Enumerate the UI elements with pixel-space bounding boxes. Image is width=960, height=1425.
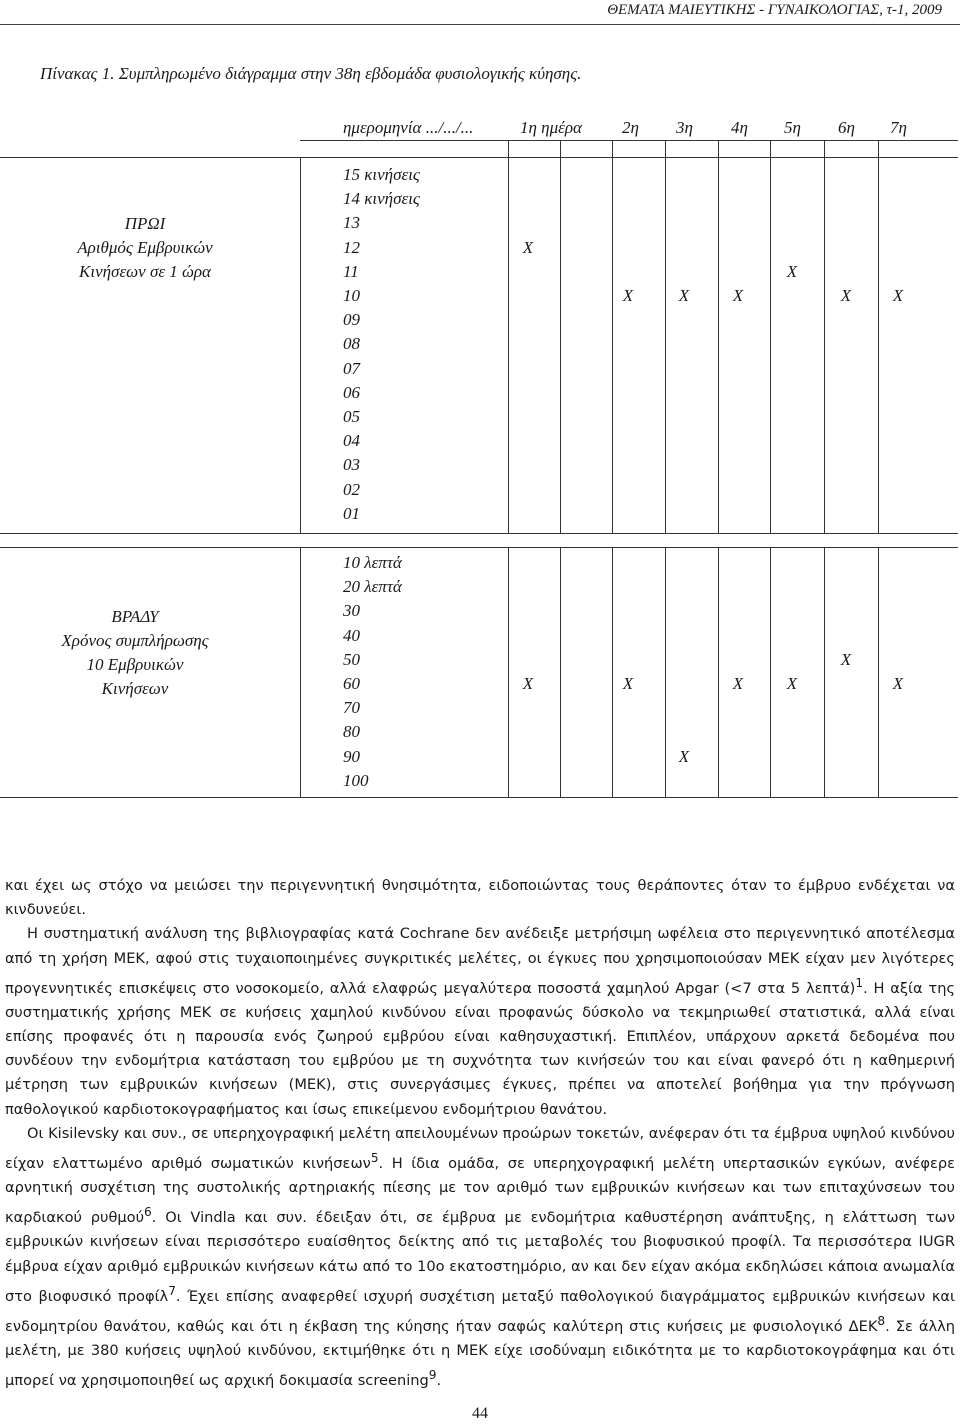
day-column-divider [560, 547, 561, 797]
evening-movement-mark: X [678, 746, 690, 766]
morning-movement-mark: X [678, 286, 690, 305]
p3-text-d: . Έχει επίσης αναφερθεί ισχυρή συσχέτιση μεταξύ παθολογικού διαγράμματος εμβρυικών κινήσεων και ενδομητρίου θανάτου, καθώς και ότι η έκβαση της κύησης ήταν σαφώς καλύτερη στις κυήσεις με φυσιολογικό ΔΕΚ [5, 1287, 955, 1335]
morning-row-label: 07 [343, 358, 360, 378]
evening-section-label [10, 605, 260, 701]
evening-row-label: 70 [343, 698, 360, 718]
morning-section-bottom-border [0, 533, 958, 534]
evening-row-label: 60 [343, 674, 360, 693]
morning-label-line: Κινήσεων σε 1 ώρα [79, 262, 211, 281]
p2-text-b: . Η αξία της συστηματικής χρήσης ΜΕΚ σε κυήσεις χαμηλού κινδύνου είναι προφανώς δύσκολο να τεκμηριωθεί στατιστικά, αλλά είναι επίσης προφανές ότι η παρουσία ενός ζωηρού εμβρύου είναι καθησυχαστική. Επιπλέον, υπάρχουν αρκετά δεδομένα που συνδέουν την ενδομήτρια κατάσταση του εμβρύου με τη συχνότητα των κινήσεών του και είναι φανερό ότι η καθημερινή μέτρηση των εμβρυικών κινήσεων (ΜΕΚ), στις συνεργάσιμες έγκυες, πρέπει να αποτελεί βοήθημα για την πρόγνωση παθολογικού καρδιοτοκογραφήματος και ίσως επικείμενου ενδομήτριου θανάτου. [5, 979, 956, 1118]
day-column-divider [770, 140, 771, 533]
morning-row-label: 08 [343, 334, 360, 354]
morning-movement-mark: X [522, 237, 534, 257]
day-header-5: 5η [784, 118, 801, 137]
p3-text-e: . Σε άλλη μελέτη, με 380 κυήσεις υψηλού κινδύνου, εκτιμήθηκε ότι η ΜΕΚ είχε ισοδύναμη ειδικότητα με το καρδιοτοκογράφημα και ότι μπορεί να χρησιμοποιηθεί ως αρχική δοκιμασία screening [5, 1317, 956, 1390]
citation-1: 1 [855, 975, 864, 990]
evening-row-label: 80 [343, 722, 360, 742]
morning-row-label: 15 κινήσεις [343, 165, 420, 184]
morning-section-label [10, 212, 280, 284]
day-header-2: 2η [622, 118, 639, 137]
day-column-divider [878, 547, 879, 797]
label-column-divider [300, 157, 301, 533]
evening-row-label: 50 [343, 649, 360, 669]
day-column-divider [508, 547, 509, 797]
citation-8: 8 [877, 1313, 886, 1328]
evening-movement-mark: X [786, 674, 798, 693]
morning-section-top-border [0, 157, 958, 158]
day-column-divider [718, 547, 719, 797]
evening-row-label: 10 λεπτά [343, 553, 402, 572]
evening-section-top-border [0, 547, 958, 548]
paragraph-3 [5, 1122, 955, 1393]
morning-row-label: 12 [343, 237, 360, 257]
morning-movement-mark: X [840, 286, 852, 305]
evening-row-label: 30 [343, 601, 360, 621]
table-bottom-border [0, 797, 958, 798]
p3-text-f: . [436, 1372, 442, 1390]
morning-movement-mark: X [892, 286, 904, 305]
morning-movement-mark: X [786, 261, 798, 281]
day-header-4: 4η [731, 118, 748, 137]
morning-label-line: ΠΡΩΙ [124, 214, 166, 233]
journal-header: ΘΕΜΑΤΑ ΜΑΙΕΥΤΙΚΗΣ - ΓΥΝΑΙΚΟΛΟΓΙΑΣ, τ-1, 2009 [607, 2, 942, 18]
morning-row-label: 11 [343, 261, 359, 281]
day-header-1: 1η ημέρα [520, 118, 582, 137]
p3-text-a: Οι Kisilevsky και συν., σε υπερηχογραφική μελέτη απειλουμένων προώρων τοκετών, ανέφεραν ότι τα έμβρυα υψηλού κινδύνου είχαν ελαττωμένο αριθμό σωματικών κινήσεων [5, 1124, 955, 1172]
day-column-divider [770, 547, 771, 797]
day-column-divider [508, 140, 509, 533]
morning-row-label: 10 [343, 286, 360, 305]
citation-6: 6 [144, 1205, 152, 1220]
morning-movement-mark: X [622, 286, 634, 305]
day-column-divider [612, 140, 613, 533]
morning-row-label: 14 κινήσεις [343, 189, 420, 209]
morning-row-label: 01 [343, 503, 360, 523]
table-caption: Πίνακας 1. Συμπληρωμένο διάγραμμα στην 38η εβδομάδα φυσιολογικής κύησης. [40, 64, 582, 83]
p3-text-b: . Η ίδια ομάδα, σε υπερηχογραφική μελέτη υπερτασικών εγκύων, ανέφερε αρνητική συσχέτιση της συστολικής αρτηριακής πίεσης με τον αριθμό των εμβρυικών κινήσεων και των επιταχύνσεων του καρδιακού ρυθμού [5, 1154, 955, 1227]
evening-row-label: 100 [343, 770, 369, 790]
evening-row-label: 90 [343, 746, 360, 766]
p2-text-a: Η συστηματική ανάλυση της βιβλιογραφίας κατά Cochrane δεν ανέδειξε μετρήσιμη ωφέλεια στο περιγεννητικό αποτέλεσμα από τη χρήση ΜΕΚ, αφού στις τυχαιοποιημένες συγκριτικές μελέτες, οι έγκυες που χρησιμοποιούσαν ΜΕΚ είχαν μεν λιγότερες προγεννητικές επισκέψεις στο νοσοκομείο, αλλά ελαφρώς μεγαλύτερα ποσοστά χαμηλού Apgar (<7 στα 5 λεπτά) [5, 925, 955, 997]
evening-movement-mark: X [892, 674, 904, 693]
day-header-6: 6η [838, 118, 855, 137]
day-column-divider [824, 140, 825, 533]
evening-label-line: 10 Εμβρυικών [86, 655, 184, 674]
evening-label-line: ΒΡΑΔΥ [111, 607, 159, 626]
day-column-divider [665, 547, 666, 797]
evening-movement-mark: X [732, 674, 744, 693]
day-column-divider [665, 140, 666, 533]
evening-movement-mark: X [622, 674, 634, 693]
day-header-3: 3η [676, 118, 693, 137]
p3-text-c: . Οι Vindla και συν. έδειξαν ότι, σε έμβρυα με ενδομήτρια καθυστέρηση ανάπτυξης, η ελάττωση των εμβρυικών κινήσεων είναι περισσότερο ευαίσθητος δείκτης από τις μεταβολές του βιοφυσικού προφίλ. Τα περισσότερα IUGR έμβρυα είχαν αριθμό εμβρυικών κινήσεων κάτω από το 10ο εκατοστημόριο, αν και δεν είχαν ακόμα εκδηλώσει κάποια ανωμαλία στο βιοφυσικό προφίλ [5, 1209, 955, 1305]
label-column-divider [300, 547, 301, 797]
citation-9: 9 [428, 1368, 437, 1383]
citation-7: 7 [168, 1283, 176, 1298]
page-number: 44 [472, 1405, 488, 1422]
morning-row-label: 09 [343, 310, 360, 330]
paragraph-2 [5, 922, 955, 1121]
citation-5: 5 [370, 1151, 379, 1166]
paragraph-1 [5, 874, 955, 922]
evening-movement-mark: X [840, 649, 852, 669]
evening-row-label: 20 λεπτά [343, 577, 402, 597]
morning-row-label: 04 [343, 431, 360, 451]
evening-row-label: 40 [343, 625, 360, 645]
day-header-7: 7η [890, 118, 907, 137]
evening-movement-mark: X [522, 674, 534, 693]
morning-row-label: 13 [343, 213, 360, 233]
morning-row-label: 03 [343, 455, 360, 475]
day-column-divider [718, 140, 719, 533]
date-column-header: ημερομηνία .../.../... [343, 118, 474, 137]
morning-movement-mark: X [732, 286, 744, 305]
morning-row-label: 05 [343, 407, 360, 426]
p1-text: και έχει ως στόχο να μειώσει την περιγεννητική θνησιμότητα, ειδοποιώντας τους θεράποντες όταν το έμβρυο ενδέχεται να κινδυνεύει. [5, 877, 955, 919]
morning-row-label: 06 [343, 382, 360, 402]
morning-label-line: Αριθμός Εμβρυικών [77, 238, 213, 257]
day-column-divider [824, 547, 825, 797]
day-column-divider [878, 140, 879, 533]
evening-label-line: Χρόνος συμπλήρωσης [61, 631, 209, 650]
morning-row-label: 02 [343, 479, 360, 499]
table-top-border [300, 140, 958, 141]
day-column-divider [612, 547, 613, 797]
article-body [5, 874, 955, 1393]
evening-label-line: Κινήσεων [101, 679, 169, 698]
day-column-divider [560, 140, 561, 533]
